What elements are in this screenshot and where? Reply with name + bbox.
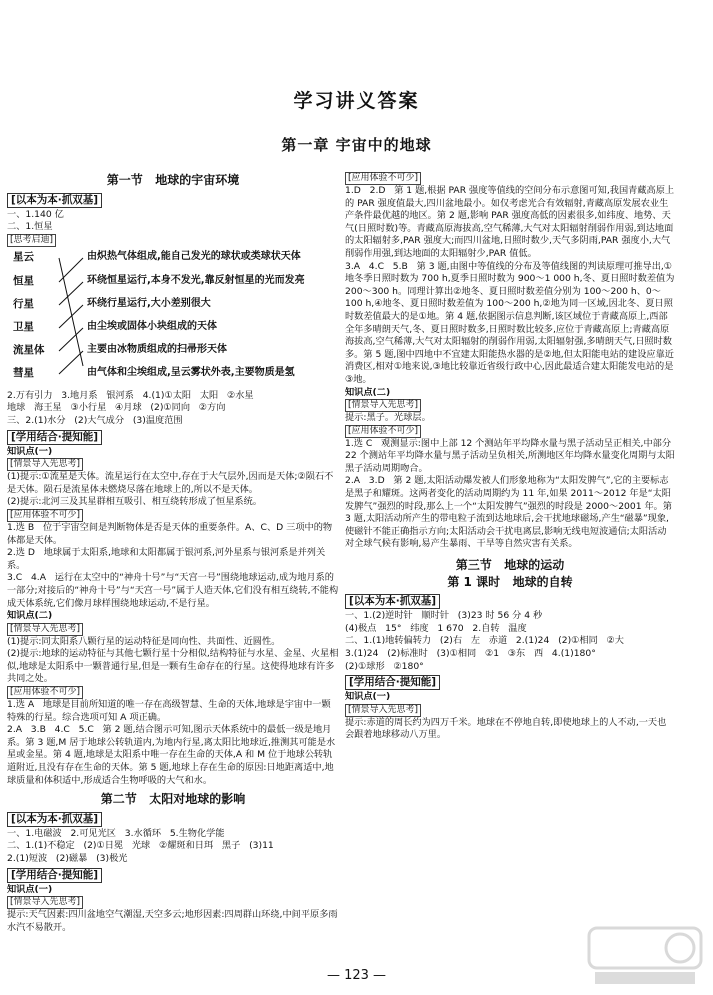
text-line: 3.(1)24 (2)标准时 (3)①相同 ②1 ③东 西 4.(1)180°: [345, 648, 596, 659]
text-line: 地球 海王星 ③小行星 ④月球 (2)①同向 ②方向: [7, 402, 226, 414]
celestial-body-label: 彗星: [13, 366, 34, 379]
hint-box: [应用体验不可少]: [345, 172, 421, 185]
celestial-body-label: 卫星: [13, 320, 34, 333]
text-line: 提示:赤道的周长约为四万千米。地球在不停地自转,即使地球上的人不动,一天也会跟着地球移动八万里。: [345, 716, 667, 741]
text-line: 三、2.(1)水分 (2)大气成分 (3)温度范围: [7, 414, 183, 426]
page-number: — 123 —: [326, 968, 387, 983]
text-line: (2)①球形 ②180°: [345, 660, 424, 672]
knowledge-point: 知识点(一): [7, 883, 53, 895]
text-line: 1.选 A 地球是目前所知道的唯一存在高级智慧、生命的天体,地球是宇宙中一颗特殊的行星。综合选项可知 A 项正确。: [7, 699, 331, 723]
section-box: [以本为本·抓双基]: [345, 594, 440, 609]
text-line: 3.C 4.A 运行在太空中的“神舟十号”与“天宫一号”围绕地球运动,成为地月系的一部分;对接后的“神舟十号”与“天宫一号”属于人造天体,它们没有相互绕转,不能构成天体系统,它们像月球样围绕地球运动,不是行星。: [7, 572, 339, 609]
text-line: 提示:天气因素:四川盆地空气潮湿,天空多云;地形因素:四周群山环绕,中间平原多雨水汽不易散开。: [7, 909, 338, 933]
knowledge-point: 知识点(一): [7, 445, 53, 457]
text-line: 3.A 4.C 5.B 第 3 题,由图中等值线的分布及等值线图的判读原理可推导出,①地冬季日照时数为 700 h,夏季日照时数为 900～1 000 h,冬、夏日照时数差值为 200～300 h。同理计算出②地冬、夏日照时数差值分别为 100～200 h、0～100 h,④地冬、夏日照时数差值为 100～200 h,②地为同一区域,因北冬、夏日照时数差值最大的是①地。第 4 题,依据图示信息判断,该区域位于青藏高原上,西部全年多晴朗天气,冬、夏日照时数多,日照时数比较多,应位于青藏高原上;青藏高原海拔高,空气稀薄,大气对太阳辐射的削弱作用弱,太阳辐射强,多晴朗天气,日照时数多。第 5 题,图中四地中不宜建太阳能热水器的是②地,但太阳能电站的建设应靠近消费区,相对①地来说,③地比较靠近省级行政中心,因此最适合建太阳能发电站的是③地。: [345, 260, 678, 385]
section-title: 第三节 地球的运动: [455, 558, 565, 573]
definition-label: 环绕行星运行,大小差别很大: [87, 297, 211, 309]
text-line: 二、1.(1)不稳定 (2)①日冕 光球 ②耀斑和日珥 黑子 (3)11: [7, 840, 274, 852]
celestial-body-label: 星云: [13, 250, 34, 263]
definition-label: 由气体和尘埃组成,呈云雾状外表,主要物质是氢: [87, 366, 295, 378]
knowledge-point: 知识点(一): [345, 691, 391, 703]
text-line: 提示:黑子。光球层。: [345, 412, 431, 424]
right-column: [345, 172, 678, 742]
text-line: 2.(1)短波 (2)磁暴 (3)极光: [7, 853, 128, 864]
hint-box: [情景导入先思考]: [7, 896, 83, 909]
hint-box: [情景导入先思考]: [345, 704, 421, 717]
hint-box: [情景导入先思考]: [7, 458, 83, 471]
text-line: 一、1.140 亿: [7, 208, 64, 220]
section-box: [学用结合·提知能]: [7, 868, 102, 883]
text-line: 1.选 C 观测显示:图中上部 12 个测站年平均降水量与黑子活动呈正相关,中部分 22 个测站年平均降水量与黑子活动呈负相关,所测地区年均降水量变化周期与太阳黑子活动周期吻合。: [345, 437, 675, 474]
hint-box: [情景导入先思考]: [7, 623, 83, 636]
section-title: 第一节 地球的宇宙环境: [106, 173, 240, 187]
hint-box: [情景导入先思考]: [345, 399, 421, 412]
hint-box: [思考启迪]: [7, 234, 56, 247]
definition-label: 环绕恒星运行,本身不发光,靠反射恒星的光而发亮: [87, 274, 305, 286]
text-line: (1)提示:①流星是天体。流星运行在太空中,存在于大气层外,因而是天体;②陨石不是天体。陨石是流星体未燃烧尽落在地球上的,所以不是天体。: [7, 471, 334, 495]
lesson-title: 第 1 课时 地球的自转: [447, 574, 573, 589]
text-line: 2.A 3.B 4.C 5.C 第 2 题,结合图示可知,图示天体系统中的最低一级是地月系。第 3 题,M 居于地球公转轨道内,为地内行星,离太阳比地球近,推测其可能是水星或金星。第 4 题,地球是太阳系中唯一存在生命的天体,A 和 M 位于地球公转轨道附近,且没有存在生命的天体。第 5 题,地球上存在生命的原因:日地距离适中,地球质量和体积适中,形成适合生物呼吸的大气和水。: [7, 724, 336, 786]
celestial-body-label: 恒星: [13, 274, 34, 287]
definition-label: 由尘埃或固体小块组成的天体: [87, 320, 217, 332]
text-line: 2.万有引力 3.地月系 银河系 4.(1)①太阳 太阳 ②水星: [7, 389, 254, 401]
hint-box: [应用体验不可少]: [345, 425, 421, 438]
page-title: 学习讲义答案: [293, 90, 420, 112]
left-column: [7, 172, 339, 934]
chapter-title: 第一章 宇宙中的地球: [281, 136, 432, 154]
text-line: 2.选 D 地球属于太阳系,地球和太阳都属于银河系,河外星系与银河系是并列关系。: [7, 547, 326, 571]
text-line: (1)提示:同太阳系八颗行星的运动特征是同向性、共面性、近圆性。: [7, 635, 281, 647]
section-box: [以本为本·抓双基]: [7, 193, 102, 208]
celestial-body-label: 流星体: [13, 343, 45, 356]
hint-box: [应用体验不可少]: [7, 686, 83, 699]
section-title: 第二节 太阳对地球的影响: [100, 792, 246, 807]
text-line: 一、1.电磁波 2.可见光区 3.水循环 5.生物化学能: [7, 827, 225, 839]
text-line: (2)提示:北河三及其星群相互吸引、相互绕转形成了恒星系统。: [7, 496, 262, 508]
text-line: (2)提示:地球的运动特征与其他七颗行星十分相似,结构特征与水星、金星、火星相似,地球是太阳系中一颗普通行星,但是一颗有生命存在的行星。这使得地球有许多共同之处。: [7, 648, 339, 685]
text-line: (4)极点 15° 纬度 1 670 2.自转 温度: [345, 622, 527, 634]
section-box: [学用结合·提知能]: [7, 430, 102, 445]
knowledge-point: 知识点(二): [7, 610, 53, 622]
definition-label: 由炽热气体组成,能自己发光的球状或类球状天体: [87, 250, 301, 262]
matching-diagram: [7, 249, 339, 387]
hint-box: [应用体验不可少]: [7, 509, 83, 522]
text-line: 二、1.(1)地转偏转力 (2)右 左 赤道 2.(1)24 (2)①相同 ②大: [345, 635, 624, 647]
text-line: 一、1.(2)逆时针 顺时针 (3)23 时 56 分 4 秒: [345, 610, 543, 622]
section-box: [学用结合·提知能]: [345, 675, 440, 690]
text-line: 二、1.恒星: [7, 221, 53, 233]
text-line: 2.A 3.D 第 2 题,太阳活动爆发被人们形象地称为“太阳发脾气”,它的主要标志是黑子和耀斑。这两者变化的活动周期约为 11 年,如果 2011～2012 年是“太阳发脾气”强烈的时段,那么上一个“太阳发脾气”强烈的时段是 2000～2001 年。第 3 题,太阳活动所产生的带电粒子流到达地球后,会干扰地球磁场,产生“磁暴”现象,使磁针不能正确指示方向;太阳活动会干扰电离层,影响无线电短波通信;太阳活动对全球气候有影响,易产生暴雨、干旱等自然灾害有关系。: [345, 475, 675, 550]
watermark-logo: [585, 920, 705, 990]
text-line: 1.D 2.D 第 1 题,根据 PAR 强度等值线的空间分布示意图可知,我国青藏高原上的 PAR 强度值最大,四川盆地最小。如仅考虑光合有效辐射,青藏高原发展农业生产条件最优越的地区。第 2 题,影响 PAR 强度高低的因素很多,如纬度、地势、天气(日照时数)等。青藏高原海拔高,空气稀薄,大气对太阳辐射削弱作用弱,到达地面的太阳辐射多,PAR 强度大;而四川盆地,日照时数少,天气多阴雨,PAR 强度小,大气削弱作用强,到达地面的太阳辐射少,PAR 值低。: [345, 185, 675, 259]
text-line: 1.选 B 位于宇宙空间是判断物体是否是天体的重要条件。A、C、D 三项中的物体都是天体。: [7, 521, 333, 546]
knowledge-point: 知识点(二): [345, 386, 391, 398]
celestial-body-label: 行星: [13, 297, 34, 310]
section-box: [以本为本·抓双基]: [7, 812, 102, 827]
definition-label: 主要由冰物质组成的扫帚形天体: [87, 343, 227, 355]
